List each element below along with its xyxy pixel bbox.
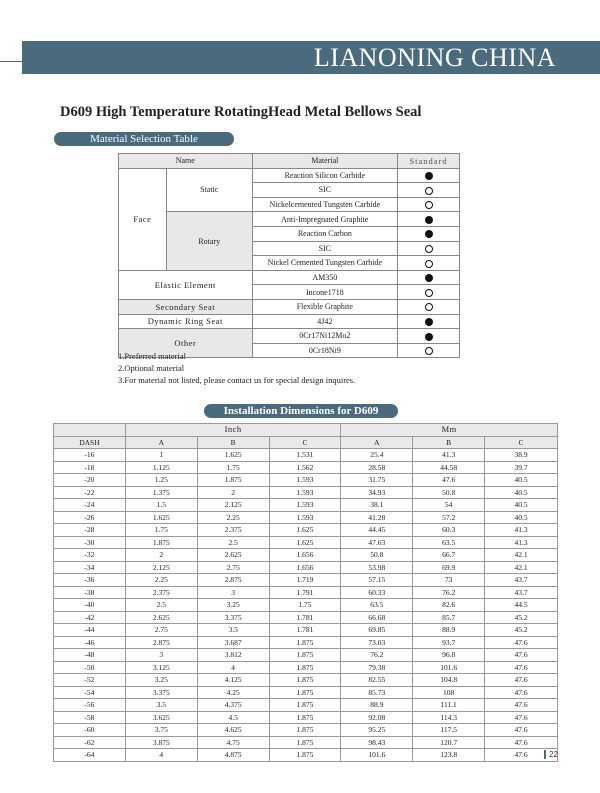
table-cell: 45.2	[485, 611, 558, 624]
table-cell: 120.7	[413, 736, 485, 749]
table-cell: 1.75	[269, 599, 341, 612]
material-selection-table	[118, 153, 460, 358]
standard-cell	[398, 329, 460, 344]
header-name: Name	[119, 154, 253, 169]
table-cell: 1.719	[269, 574, 341, 587]
table-cell: -62	[54, 736, 126, 749]
table-cell: 3.625	[125, 711, 197, 724]
material-cell: 0Cr17Ni12Mo2	[252, 329, 398, 344]
table-cell: 1.625	[125, 511, 197, 524]
mm-header: Mm	[341, 424, 558, 437]
table-cell: 42.1	[485, 549, 558, 562]
table-cell: 85.7	[413, 611, 485, 624]
standard-marker-icon	[425, 187, 433, 195]
table-cell: 1.781	[269, 624, 341, 637]
table-cell: 3.125	[125, 661, 197, 674]
standard-marker-icon	[425, 318, 433, 326]
table-cell: 1	[125, 449, 197, 462]
table-cell: -20	[54, 474, 126, 487]
table-cell: 47.6	[485, 649, 558, 662]
table-cell: -60	[54, 724, 126, 737]
material-notes	[118, 350, 355, 386]
table-row	[54, 536, 558, 549]
table-cell: 69.85	[341, 624, 413, 637]
table-cell: 4.75	[197, 736, 269, 749]
table-cell: 76.2	[413, 586, 485, 599]
note-preferred: 1.Preferred material	[118, 351, 186, 361]
table-cell: 3.25	[197, 599, 269, 612]
brand-banner: LIANONING CHINA	[22, 41, 600, 74]
table-row	[54, 649, 558, 662]
material-section-label: Material Selection Table	[54, 132, 234, 146]
material-row	[119, 329, 460, 344]
material-cell: Reaction Carbon	[252, 226, 398, 241]
material-cell: SIC	[252, 183, 398, 198]
standard-cell	[398, 314, 460, 329]
standard-cell	[398, 226, 460, 241]
table-cell: 85.73	[341, 686, 413, 699]
table-cell: 1.875	[269, 686, 341, 699]
table-row	[54, 586, 558, 599]
table-row	[54, 549, 558, 562]
standard-marker-icon	[425, 289, 433, 297]
table-cell: 38.9	[485, 449, 558, 462]
table-cell: 1.531	[269, 449, 341, 462]
table-cell: 3.375	[197, 611, 269, 624]
table-cell: 101.6	[413, 661, 485, 674]
table-cell: 4	[197, 661, 269, 674]
table-cell: 73	[413, 574, 485, 587]
material-header-row	[119, 154, 460, 169]
table-cell: -38	[54, 586, 126, 599]
table-cell: 1.875	[269, 749, 341, 762]
static-label: Static	[166, 168, 252, 212]
table-row	[54, 599, 558, 612]
standard-cell	[398, 197, 460, 212]
table-cell: 3	[125, 649, 197, 662]
table-cell: 98.43	[341, 736, 413, 749]
table-cell: 2.5	[125, 599, 197, 612]
table-cell: -34	[54, 561, 126, 574]
table-cell: -50	[54, 661, 126, 674]
table-cell: -26	[54, 511, 126, 524]
table-cell: 114.3	[413, 711, 485, 724]
table-cell: 1.791	[269, 586, 341, 599]
table-cell: 47.6	[485, 724, 558, 737]
table-cell: 93.7	[413, 636, 485, 649]
table-cell: 2.875	[125, 636, 197, 649]
table-cell: 1.125	[125, 461, 197, 474]
table-cell: 3.5	[197, 624, 269, 637]
table-cell: -36	[54, 574, 126, 587]
table-cell: 38.1	[341, 499, 413, 512]
table-row	[54, 611, 558, 624]
material-cell: Incone1718	[252, 285, 398, 300]
table-cell: 63.5	[413, 536, 485, 549]
standard-marker-icon	[425, 347, 433, 355]
face-label: Face	[119, 168, 167, 270]
table-cell: 41.28	[341, 511, 413, 524]
table-cell: 47.6	[485, 749, 558, 762]
installation-dimensions-table	[53, 423, 558, 762]
table-row	[54, 711, 558, 724]
standard-cell	[398, 343, 460, 358]
table-cell: 4.875	[197, 749, 269, 762]
table-row	[54, 474, 558, 487]
inch-header: Inch	[125, 424, 341, 437]
table-cell: 1.593	[269, 499, 341, 512]
column-header-row	[54, 436, 558, 449]
table-row	[54, 449, 558, 462]
unit-header-blank	[54, 424, 126, 437]
column-header: DASH	[54, 436, 126, 449]
table-cell: 43.7	[485, 574, 558, 587]
material-cell: Nickel Cemented Tungsten Carbide	[252, 256, 398, 271]
table-cell: 1.75	[197, 461, 269, 474]
table-cell: 47.6	[485, 686, 558, 699]
material-cell: 4J42	[252, 314, 398, 329]
table-cell: 60.3	[413, 524, 485, 537]
table-cell: 82.6	[413, 599, 485, 612]
table-cell: 41.3	[413, 449, 485, 462]
table-row	[54, 699, 558, 712]
table-cell: 47.6	[485, 711, 558, 724]
standard-marker-icon	[425, 201, 433, 209]
table-cell: 73.03	[341, 636, 413, 649]
table-cell: 4	[125, 749, 197, 762]
table-cell: 50.8	[341, 549, 413, 562]
table-cell: 1.625	[269, 536, 341, 549]
page-title: D609 High Temperature RotatingHead Metal Bellows Seal	[60, 104, 422, 120]
table-cell: -16	[54, 449, 126, 462]
table-row	[54, 624, 558, 637]
table-cell: 57.15	[341, 574, 413, 587]
table-cell: -48	[54, 649, 126, 662]
table-cell: 1.25	[125, 474, 197, 487]
note-contact: 3.For material not listed, please contact us for special design inquires.	[118, 375, 356, 385]
table-cell: 2.125	[197, 499, 269, 512]
table-row	[54, 674, 558, 687]
table-cell: 41.3	[485, 536, 558, 549]
elastic-element-label: Elastic Element	[119, 270, 253, 299]
table-cell: 2	[197, 486, 269, 499]
table-cell: 66.68	[341, 611, 413, 624]
standard-cell	[398, 183, 460, 198]
table-row	[54, 499, 558, 512]
table-cell: 76.2	[341, 649, 413, 662]
table-cell: 2.125	[125, 561, 197, 574]
table-cell: 1.75	[125, 524, 197, 537]
table-cell: 47.6	[485, 699, 558, 712]
table-cell: -52	[54, 674, 126, 687]
table-row	[54, 724, 558, 737]
table-cell: 44.58	[413, 461, 485, 474]
table-cell: -64	[54, 749, 126, 762]
table-cell: 1.875	[269, 661, 341, 674]
table-cell: 88.9	[413, 624, 485, 637]
page-number: 22	[544, 750, 558, 759]
table-cell: -54	[54, 686, 126, 699]
column-header: B	[197, 436, 269, 449]
table-cell: 1.625	[197, 449, 269, 462]
table-cell: 2.25	[197, 511, 269, 524]
table-row	[54, 461, 558, 474]
table-cell: 104.8	[413, 674, 485, 687]
table-cell: 1.593	[269, 474, 341, 487]
table-cell: 1.562	[269, 461, 341, 474]
table-cell: 1.593	[269, 486, 341, 499]
standard-marker-icon	[425, 274, 433, 282]
table-cell: 2.625	[125, 611, 197, 624]
table-cell: -42	[54, 611, 126, 624]
material-cell: Flexible Graphite	[252, 299, 398, 314]
standard-marker-icon	[425, 216, 433, 224]
table-cell: 2.375	[125, 586, 197, 599]
header-standard: Standard	[398, 154, 460, 169]
table-cell: 53.98	[341, 561, 413, 574]
table-cell: 3.5	[125, 699, 197, 712]
standard-cell	[398, 212, 460, 227]
table-cell: 3.25	[125, 674, 197, 687]
dynamic-ring-seat-label: Dynamic Ring Seat	[119, 314, 253, 329]
table-cell: 1.875	[269, 711, 341, 724]
table-cell: 2.625	[197, 549, 269, 562]
table-cell: 4.625	[197, 724, 269, 737]
table-cell: 3	[197, 586, 269, 599]
table-row	[54, 661, 558, 674]
table-cell: 117.5	[413, 724, 485, 737]
column-header: A	[341, 436, 413, 449]
material-cell: 0Cr18Ni9	[252, 343, 398, 358]
table-cell: -58	[54, 711, 126, 724]
table-cell: 2.5	[197, 536, 269, 549]
table-cell: -32	[54, 549, 126, 562]
standard-marker-icon	[425, 333, 433, 341]
material-cell: SIC	[252, 241, 398, 256]
table-cell: 47.6	[485, 661, 558, 674]
table-row	[54, 561, 558, 574]
table-cell: 1.875	[269, 736, 341, 749]
table-cell: 1.656	[269, 549, 341, 562]
table-cell: 40.5	[485, 511, 558, 524]
table-row	[54, 749, 558, 762]
table-cell: 92.08	[341, 711, 413, 724]
table-cell: -22	[54, 486, 126, 499]
table-cell: -46	[54, 636, 126, 649]
table-row	[54, 736, 558, 749]
standard-marker-icon	[425, 260, 433, 268]
table-cell: 63.5	[341, 599, 413, 612]
table-row	[54, 574, 558, 587]
standard-cell	[398, 285, 460, 300]
table-cell: 57.2	[413, 511, 485, 524]
table-row	[54, 486, 558, 499]
material-cell: Reaction Silicon Carbide	[252, 168, 398, 183]
table-cell: 2.375	[197, 524, 269, 537]
standard-cell	[398, 256, 460, 271]
material-row	[119, 168, 460, 183]
standard-marker-icon	[425, 303, 433, 311]
standard-marker-icon	[425, 172, 433, 180]
table-cell: 3.75	[125, 724, 197, 737]
table-cell: 1.875	[269, 636, 341, 649]
table-cell: 4.5	[197, 711, 269, 724]
material-row	[119, 314, 460, 329]
table-cell: -56	[54, 699, 126, 712]
table-cell: 4.125	[197, 674, 269, 687]
table-cell: 40.5	[485, 486, 558, 499]
table-cell: 123.8	[413, 749, 485, 762]
table-row	[54, 686, 558, 699]
table-cell: 1.875	[125, 536, 197, 549]
table-cell: 3.687	[197, 636, 269, 649]
table-cell: 88.9	[341, 699, 413, 712]
material-cell: Nickelcemented Tungsten Carbide	[252, 197, 398, 212]
table-cell: 44.5	[485, 599, 558, 612]
table-cell: 4.25	[197, 686, 269, 699]
standard-cell	[398, 270, 460, 285]
header-rule	[0, 61, 22, 62]
material-cell: AM350	[252, 270, 398, 285]
note-optional: 2.Optional material	[118, 363, 185, 373]
table-cell: 44.45	[341, 524, 413, 537]
table-cell: -40	[54, 599, 126, 612]
column-header: C	[485, 436, 558, 449]
header-material: Material	[252, 154, 398, 169]
unit-header-row	[54, 424, 558, 437]
table-row	[54, 511, 558, 524]
table-cell: 96.8	[413, 649, 485, 662]
table-cell: 1.593	[269, 511, 341, 524]
table-cell: 41.3	[485, 524, 558, 537]
table-cell: 1.875	[269, 724, 341, 737]
column-header: B	[413, 436, 485, 449]
material-row	[119, 212, 460, 227]
material-row	[119, 299, 460, 314]
table-cell: 2	[125, 549, 197, 562]
installation-section-label: Installation Dimensions for D609	[204, 404, 398, 418]
table-cell: 1.781	[269, 611, 341, 624]
table-cell: 31.75	[341, 474, 413, 487]
table-cell: 2.25	[125, 574, 197, 587]
table-cell: 4.375	[197, 699, 269, 712]
table-cell: 66.7	[413, 549, 485, 562]
table-cell: -30	[54, 536, 126, 549]
standard-cell	[398, 168, 460, 183]
rotary-label: Rotary	[166, 212, 252, 270]
other-label: Other	[119, 329, 253, 358]
table-row	[54, 524, 558, 537]
table-cell: 47.6	[413, 474, 485, 487]
table-cell: 1.656	[269, 561, 341, 574]
column-header: C	[269, 436, 341, 449]
table-cell: 47.6	[485, 736, 558, 749]
table-cell: 3.875	[125, 736, 197, 749]
table-cell: 25.4	[341, 449, 413, 462]
table-cell: 79.38	[341, 661, 413, 674]
standard-cell	[398, 299, 460, 314]
table-cell: 3.375	[125, 686, 197, 699]
table-cell: -18	[54, 461, 126, 474]
table-cell: 47.63	[341, 536, 413, 549]
table-cell: 111.1	[413, 699, 485, 712]
table-cell: -44	[54, 624, 126, 637]
table-row	[54, 636, 558, 649]
table-cell: 1.375	[125, 486, 197, 499]
table-cell: 2.75	[125, 624, 197, 637]
table-cell: 108	[413, 686, 485, 699]
table-cell: 28.58	[341, 461, 413, 474]
table-cell: 3.812	[197, 649, 269, 662]
table-cell: 1.875	[269, 649, 341, 662]
table-cell: 34.93	[341, 486, 413, 499]
table-cell: 45.2	[485, 624, 558, 637]
table-cell: 82.55	[341, 674, 413, 687]
table-cell: 60.33	[341, 586, 413, 599]
standard-cell	[398, 241, 460, 256]
table-cell: 1.875	[269, 699, 341, 712]
table-cell: 40.5	[485, 474, 558, 487]
table-cell: 1.5	[125, 499, 197, 512]
table-cell: 43.7	[485, 586, 558, 599]
table-cell: 2.75	[197, 561, 269, 574]
table-cell: 54	[413, 499, 485, 512]
table-cell: 1.625	[269, 524, 341, 537]
table-cell: -28	[54, 524, 126, 537]
table-cell: 69.9	[413, 561, 485, 574]
material-cell: Anti-Impregnated Graphite	[252, 212, 398, 227]
table-cell: 101.6	[341, 749, 413, 762]
table-cell: 50.8	[413, 486, 485, 499]
standard-marker-icon	[425, 230, 433, 238]
table-cell: 47.6	[485, 636, 558, 649]
table-cell: 39.7	[485, 461, 558, 474]
material-row	[119, 270, 460, 285]
secondary-seat-label: Secondary Seat	[119, 299, 253, 314]
table-cell: -24	[54, 499, 126, 512]
table-cell: 42.1	[485, 561, 558, 574]
table-cell: 2.875	[197, 574, 269, 587]
table-cell: 40.5	[485, 499, 558, 512]
standard-marker-icon	[425, 245, 433, 253]
table-cell: 1.875	[197, 474, 269, 487]
table-cell: 1.875	[269, 674, 341, 687]
column-header: A	[125, 436, 197, 449]
table-cell: 95.25	[341, 724, 413, 737]
table-cell: 47.6	[485, 674, 558, 687]
